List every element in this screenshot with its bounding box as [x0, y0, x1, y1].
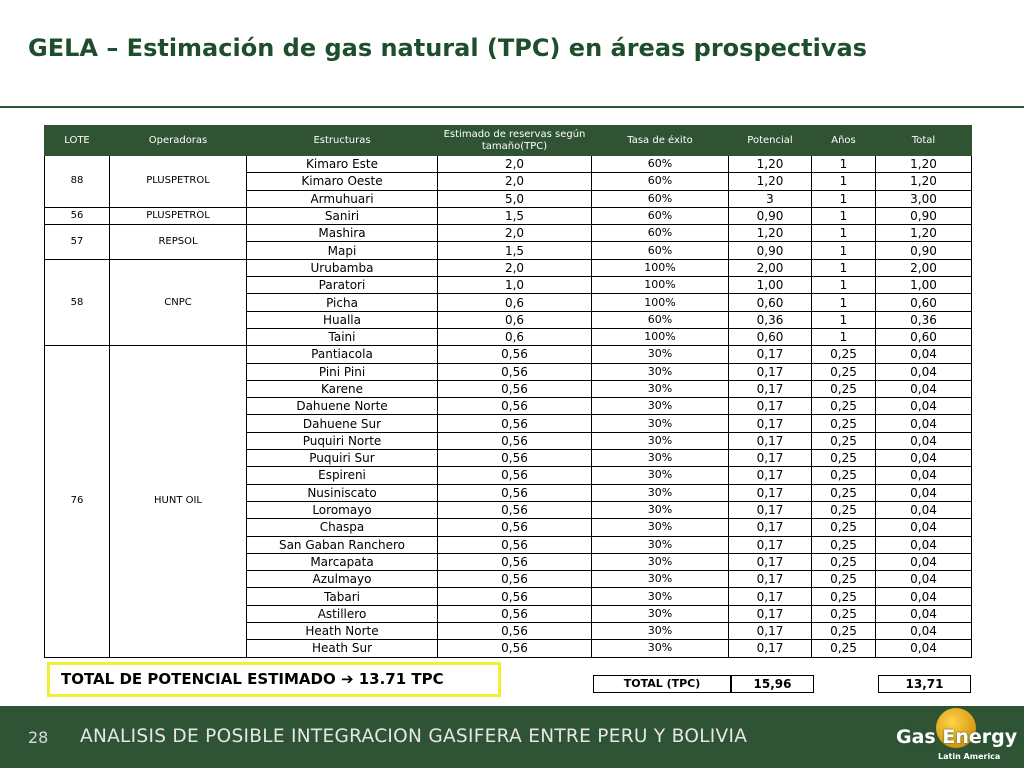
cell-potencial: 0,17	[729, 346, 812, 363]
cell-estimado: 0,56	[438, 398, 592, 415]
cell-total: 0,04	[876, 536, 972, 553]
cell-total: 0,04	[876, 346, 972, 363]
cell-anos: 0,25	[812, 432, 876, 449]
cell-tasa: 60%	[592, 190, 729, 207]
footer-text: ANALISIS DE POSIBLE INTEGRACION GASIFERA ENTRE PERU Y BOLIVIA	[80, 726, 748, 747]
cell-tasa: 100%	[592, 277, 729, 294]
cell-total: 0,90	[876, 207, 972, 224]
cell-estimado: 2,0	[438, 156, 592, 173]
header-anos: Años	[812, 126, 876, 156]
cell-estructura: Dahuene Sur	[247, 415, 438, 432]
cell-tasa: 60%	[592, 173, 729, 190]
gas-energy-logo	[888, 706, 1024, 768]
cell-tasa: 100%	[592, 259, 729, 276]
cell-total: 0,04	[876, 640, 972, 657]
table-row	[45, 207, 972, 224]
cell-estructura: Picha	[247, 294, 438, 311]
cell-anos: 1	[812, 156, 876, 173]
cell-estimado: 0,56	[438, 536, 592, 553]
cell-potencial: 1,20	[729, 225, 812, 242]
cell-total: 0,60	[876, 328, 972, 345]
gas-estimate-table	[44, 125, 972, 658]
cell-estimado: 0,56	[438, 571, 592, 588]
cell-potencial: 0,17	[729, 623, 812, 640]
table-header-row	[45, 126, 972, 156]
cell-total: 1,20	[876, 156, 972, 173]
cell-estimado: 0,56	[438, 415, 592, 432]
cell-estructura: Karene	[247, 380, 438, 397]
header-potencial: Potencial	[729, 126, 812, 156]
cell-operadora: REPSOL	[110, 225, 247, 260]
cell-estimado: 0,56	[438, 484, 592, 501]
header-estimado: Estimado de reservas según tamaño(TPC)	[438, 126, 592, 156]
cell-estimado: 0,56	[438, 501, 592, 518]
cell-potencial: 0,17	[729, 484, 812, 501]
cell-tasa: 30%	[592, 553, 729, 570]
cell-potencial: 0,60	[729, 328, 812, 345]
cell-total: 0,04	[876, 588, 972, 605]
cell-potencial: 0,36	[729, 311, 812, 328]
cell-tasa: 30%	[592, 484, 729, 501]
cell-potencial: 0,90	[729, 207, 812, 224]
cell-potencial: 0,90	[729, 242, 812, 259]
cell-potencial: 1,20	[729, 156, 812, 173]
cell-potencial: 0,17	[729, 536, 812, 553]
cell-tasa: 30%	[592, 380, 729, 397]
cell-total: 2,00	[876, 259, 972, 276]
logo-subtitle: Latin America	[938, 752, 1001, 761]
cell-estimado: 0,56	[438, 380, 592, 397]
cell-estructura: Chaspa	[247, 519, 438, 536]
cell-potencial: 0,17	[729, 553, 812, 570]
cell-estimado: 0,56	[438, 605, 592, 622]
cell-total: 0,04	[876, 519, 972, 536]
cell-tasa: 30%	[592, 588, 729, 605]
cell-total: 0,90	[876, 242, 972, 259]
cell-potencial: 2,00	[729, 259, 812, 276]
cell-estimado: 1,5	[438, 207, 592, 224]
cell-total: 0,36	[876, 311, 972, 328]
cell-anos: 0,25	[812, 640, 876, 657]
footer-bar	[0, 706, 1024, 768]
cell-total: 0,04	[876, 467, 972, 484]
cell-potencial: 0,17	[729, 571, 812, 588]
cell-total: 0,60	[876, 294, 972, 311]
cell-estructura: Puquiri Sur	[247, 450, 438, 467]
cell-estimado: 0,56	[438, 623, 592, 640]
cell-tasa: 60%	[592, 311, 729, 328]
cell-anos: 1	[812, 328, 876, 345]
cell-estructura: Azulmayo	[247, 571, 438, 588]
cell-estimado: 2,0	[438, 259, 592, 276]
cell-potencial: 0,60	[729, 294, 812, 311]
cell-potencial: 0,17	[729, 450, 812, 467]
cell-tasa: 60%	[592, 242, 729, 259]
header-estructuras: Estructuras	[247, 126, 438, 156]
cell-potencial: 0,17	[729, 415, 812, 432]
cell-potencial: 0,17	[729, 588, 812, 605]
cell-potencial: 0,17	[729, 467, 812, 484]
cell-estructura: Marcapata	[247, 553, 438, 570]
cell-total: 1,20	[876, 173, 972, 190]
cell-estimado: 0,56	[438, 588, 592, 605]
cell-anos: 0,25	[812, 588, 876, 605]
cell-estructura: Pantiacola	[247, 346, 438, 363]
cell-anos: 1	[812, 190, 876, 207]
cell-estimado: 0,56	[438, 553, 592, 570]
cell-estructura: Heath Sur	[247, 640, 438, 657]
cell-tasa: 30%	[592, 363, 729, 380]
header-total: Total	[876, 126, 972, 156]
cell-tasa: 100%	[592, 328, 729, 345]
cell-estructura: Espireni	[247, 467, 438, 484]
cell-estructura: Loromayo	[247, 501, 438, 518]
cell-estimado: 0,56	[438, 346, 592, 363]
cell-anos: 0,25	[812, 623, 876, 640]
cell-anos: 1	[812, 173, 876, 190]
cell-tasa: 30%	[592, 501, 729, 518]
table-body	[45, 156, 972, 658]
cell-total: 1,00	[876, 277, 972, 294]
cell-tasa: 30%	[592, 346, 729, 363]
cell-estructura: Kimaro Este	[247, 156, 438, 173]
header-lote: LOTE	[45, 126, 110, 156]
cell-anos: 0,25	[812, 571, 876, 588]
cell-tasa: 30%	[592, 415, 729, 432]
cell-potencial: 0,17	[729, 432, 812, 449]
cell-tasa: 100%	[592, 294, 729, 311]
cell-anos: 1	[812, 207, 876, 224]
cell-tasa: 30%	[592, 432, 729, 449]
cell-total: 0,04	[876, 450, 972, 467]
cell-anos: 0,25	[812, 467, 876, 484]
cell-estructura: Puquiri Norte	[247, 432, 438, 449]
cell-estimado: 0,56	[438, 467, 592, 484]
cell-anos: 0,25	[812, 380, 876, 397]
cell-estructura: Mashira	[247, 225, 438, 242]
cell-potencial: 0,17	[729, 380, 812, 397]
title-divider	[0, 106, 1024, 108]
cell-estructura: Urubamba	[247, 259, 438, 276]
cell-lote: 88	[45, 156, 110, 208]
cell-tasa: 30%	[592, 640, 729, 657]
cell-total: 0,04	[876, 484, 972, 501]
cell-operadora: CNPC	[110, 259, 247, 345]
cell-estimado: 1,5	[438, 242, 592, 259]
cell-estructura: Mapi	[247, 242, 438, 259]
cell-estimado: 0,6	[438, 311, 592, 328]
cell-lote: 58	[45, 259, 110, 345]
cell-estructura: Nusiniscato	[247, 484, 438, 501]
cell-estructura: Heath Norte	[247, 623, 438, 640]
cell-estimado: 0,56	[438, 450, 592, 467]
cell-total: 0,04	[876, 380, 972, 397]
cell-anos: 1	[812, 294, 876, 311]
cell-total: 0,04	[876, 623, 972, 640]
total-potential-banner: TOTAL DE POTENCIAL ESTIMADO ➔ 13.71 TPC	[47, 662, 501, 697]
cell-estructura: Paratori	[247, 277, 438, 294]
cell-estimado: 0,56	[438, 432, 592, 449]
page-title: GELA – Estimación de gas natural (TPC) en áreas prospectivas	[28, 34, 867, 62]
cell-total: 0,04	[876, 501, 972, 518]
cell-anos: 0,25	[812, 519, 876, 536]
cell-total: 0,04	[876, 553, 972, 570]
cell-total: 0,04	[876, 571, 972, 588]
cell-estructura: Kimaro Oeste	[247, 173, 438, 190]
cell-estructura: San Gaban Ranchero	[247, 536, 438, 553]
header-tasa: Tasa de éxito	[592, 126, 729, 156]
table-row	[45, 259, 972, 276]
total-tpc-value: 15,96	[731, 675, 814, 693]
cell-estructura: Dahuene Norte	[247, 398, 438, 415]
cell-anos: 0,25	[812, 501, 876, 518]
cell-tasa: 30%	[592, 605, 729, 622]
cell-potencial: 0,17	[729, 640, 812, 657]
logo-name: Gas Energy	[896, 726, 1018, 748]
cell-total: 1,20	[876, 225, 972, 242]
cell-operadora: HUNT OIL	[110, 346, 247, 657]
cell-anos: 0,25	[812, 398, 876, 415]
cell-potencial: 0,17	[729, 501, 812, 518]
cell-estimado: 0,56	[438, 640, 592, 657]
total-value: 13,71	[878, 675, 971, 693]
cell-estimado: 0,6	[438, 294, 592, 311]
cell-estimado: 1,0	[438, 277, 592, 294]
cell-total: 0,04	[876, 398, 972, 415]
cell-estructura: Saniri	[247, 207, 438, 224]
cell-estructura: Pini Pini	[247, 363, 438, 380]
cell-tasa: 60%	[592, 207, 729, 224]
cell-estimado: 5,0	[438, 190, 592, 207]
page-number: 28	[28, 728, 49, 747]
cell-estructura: Astillero	[247, 605, 438, 622]
cell-anos: 1	[812, 311, 876, 328]
cell-operadora: PLUSPETROL	[110, 156, 247, 208]
cell-anos: 0,25	[812, 536, 876, 553]
cell-anos: 0,25	[812, 605, 876, 622]
cell-anos: 1	[812, 277, 876, 294]
cell-anos: 0,25	[812, 553, 876, 570]
cell-estimado: 0,56	[438, 363, 592, 380]
cell-estructura: Armuhuari	[247, 190, 438, 207]
cell-tasa: 30%	[592, 536, 729, 553]
cell-potencial: 0,17	[729, 363, 812, 380]
cell-potencial: 1,00	[729, 277, 812, 294]
cell-anos: 0,25	[812, 346, 876, 363]
cell-total: 0,04	[876, 605, 972, 622]
cell-anos: 0,25	[812, 484, 876, 501]
cell-anos: 0,25	[812, 415, 876, 432]
cell-anos: 1	[812, 225, 876, 242]
cell-tasa: 30%	[592, 450, 729, 467]
cell-total: 0,04	[876, 415, 972, 432]
cell-anos: 1	[812, 259, 876, 276]
cell-lote: 57	[45, 225, 110, 260]
cell-anos: 0,25	[812, 450, 876, 467]
cell-estructura: Tabari	[247, 588, 438, 605]
cell-total: 0,04	[876, 363, 972, 380]
cell-estructura: Taini	[247, 328, 438, 345]
total-tpc-label: TOTAL (TPC)	[593, 675, 731, 693]
cell-tasa: 30%	[592, 398, 729, 415]
cell-total: 3,00	[876, 190, 972, 207]
cell-lote: 76	[45, 346, 110, 657]
table-row	[45, 225, 972, 242]
cell-potencial: 0,17	[729, 398, 812, 415]
cell-potencial: 3	[729, 190, 812, 207]
cell-estructura: Hualla	[247, 311, 438, 328]
cell-anos: 1	[812, 242, 876, 259]
cell-potencial: 0,17	[729, 519, 812, 536]
cell-tasa: 30%	[592, 519, 729, 536]
header-operadoras: Operadoras	[110, 126, 247, 156]
cell-potencial: 0,17	[729, 605, 812, 622]
cell-estimado: 0,56	[438, 519, 592, 536]
cell-estimado: 2,0	[438, 225, 592, 242]
cell-tasa: 60%	[592, 156, 729, 173]
cell-total: 0,04	[876, 432, 972, 449]
cell-operadora: PLUSPETROL	[110, 207, 247, 224]
cell-potencial: 1,20	[729, 173, 812, 190]
cell-estimado: 0,6	[438, 328, 592, 345]
cell-tasa: 60%	[592, 225, 729, 242]
table-row	[45, 156, 972, 173]
cell-lote: 56	[45, 207, 110, 224]
cell-tasa: 30%	[592, 571, 729, 588]
table-row	[45, 346, 972, 363]
cell-tasa: 30%	[592, 467, 729, 484]
cell-anos: 0,25	[812, 363, 876, 380]
cell-tasa: 30%	[592, 623, 729, 640]
cell-estimado: 2,0	[438, 173, 592, 190]
